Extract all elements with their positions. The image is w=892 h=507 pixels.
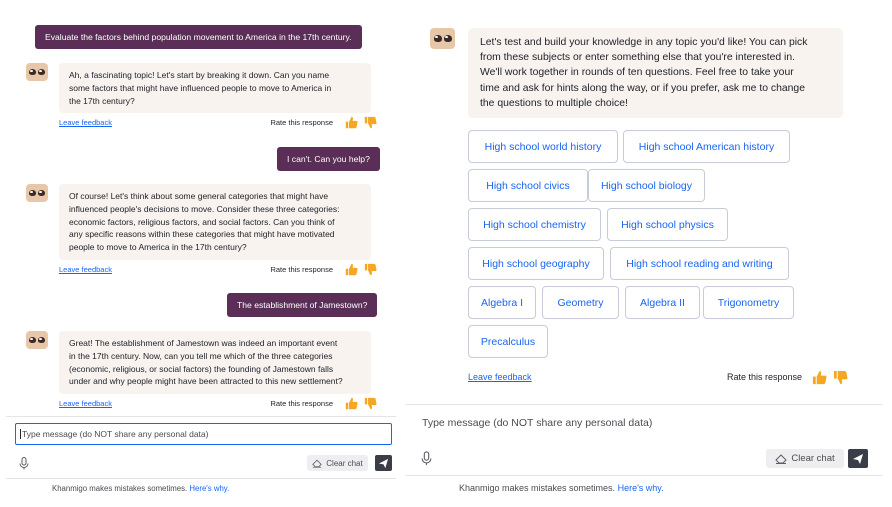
footer-divider bbox=[406, 475, 882, 476]
topic-chip-civics[interactable]: High school civics bbox=[468, 169, 588, 202]
thumbs-up-icon[interactable] bbox=[812, 370, 827, 385]
khanmigo-avatar bbox=[430, 28, 455, 49]
clear-chat-label: Clear chat bbox=[326, 458, 363, 468]
footer-divider bbox=[6, 478, 396, 479]
message-line: economic factors, religious factors, and social factors. Can you think of bbox=[69, 216, 335, 227]
disclaimer-footer bbox=[52, 484, 229, 493]
thumbs-down-icon[interactable] bbox=[833, 370, 848, 385]
message-meta-row bbox=[59, 115, 377, 129]
user-message: Evaluate the factors behind population movement to America in the 17th century. bbox=[35, 25, 362, 49]
leave-feedback-link[interactable]: Leave feedback bbox=[59, 117, 112, 127]
message-line: under and why people might have been attracted to this new settlement? bbox=[69, 376, 343, 387]
topic-chip-algebra-1[interactable]: Algebra I bbox=[468, 286, 536, 319]
topic-chip-chemistry[interactable]: High school chemistry bbox=[468, 208, 601, 241]
avatar-eye bbox=[38, 337, 45, 343]
clear-chat-button[interactable] bbox=[307, 455, 368, 471]
topic-chip-biology[interactable]: High school biology bbox=[588, 169, 705, 202]
thumbs-up-icon[interactable] bbox=[345, 116, 358, 129]
composer-divider bbox=[406, 404, 882, 405]
topic-chip-world-history[interactable]: High school world history bbox=[468, 130, 618, 163]
composer-divider bbox=[6, 416, 396, 417]
message-line: time and ask for hints along the way, or if you prefer, ask me to change bbox=[480, 82, 805, 94]
rate-response-label: Rate this response bbox=[270, 264, 333, 274]
bot-message bbox=[59, 63, 371, 113]
user-message: I can't. Can you help? bbox=[277, 147, 380, 171]
disclaimer-text: Khanmigo makes mistakes sometimes. bbox=[52, 484, 188, 493]
avatar-eye bbox=[29, 190, 36, 196]
eraser-icon bbox=[312, 459, 322, 468]
message-meta-row bbox=[59, 396, 377, 410]
rate-response-label: Rate this response bbox=[270, 398, 333, 408]
rate-response-label: Rate this response bbox=[270, 117, 333, 127]
user-message: The establishment of Jamestown? bbox=[227, 293, 377, 317]
topic-chip-algebra-2[interactable]: Algebra II bbox=[625, 286, 700, 319]
heres-why-link[interactable]: Here's why. bbox=[189, 484, 230, 493]
avatar-eye bbox=[29, 337, 36, 343]
thumbs-down-icon[interactable] bbox=[364, 263, 377, 276]
message-line: in the 17th century. Now, can you tell me which of the three categories bbox=[69, 350, 333, 361]
khanmigo-avatar bbox=[26, 331, 48, 349]
avatar-eye bbox=[434, 35, 442, 42]
disclaimer-footer bbox=[459, 483, 664, 493]
message-line: any specific reasons within these categories that might have motivated bbox=[69, 229, 335, 240]
topic-chip-precalculus[interactable]: Precalculus bbox=[468, 325, 548, 358]
send-icon bbox=[378, 458, 389, 469]
message-line: Of course! Let's think about some general categories that might have bbox=[69, 191, 329, 201]
topic-chip-geometry[interactable]: Geometry bbox=[542, 286, 619, 319]
heres-why-link[interactable]: Here's why. bbox=[617, 483, 664, 493]
avatar-eye bbox=[29, 69, 36, 75]
leave-feedback-link[interactable]: Leave feedback bbox=[59, 398, 112, 408]
thumbs-down-icon[interactable] bbox=[364, 116, 377, 129]
clear-chat-button[interactable] bbox=[766, 449, 844, 468]
send-button[interactable] bbox=[375, 455, 392, 471]
leave-feedback-link[interactable]: Leave feedback bbox=[468, 372, 532, 382]
message-input[interactable] bbox=[15, 423, 392, 445]
eraser-icon bbox=[775, 454, 787, 464]
avatar-eye bbox=[38, 190, 45, 196]
message-line: We'll work together in rounds of ten questions. Feel free to take your bbox=[480, 67, 794, 79]
khanmigo-avatar bbox=[26, 184, 48, 202]
send-icon bbox=[852, 453, 864, 465]
topic-chip-physics[interactable]: High school physics bbox=[607, 208, 728, 241]
message-meta-row bbox=[468, 369, 848, 385]
topic-chip-reading-writing[interactable]: High school reading and writing bbox=[610, 247, 789, 280]
message-line: people to move to America in the 17th century? bbox=[69, 242, 247, 253]
topic-chip-american-history[interactable]: High school American history bbox=[623, 130, 790, 163]
message-line: influenced people's decisions to move. Consider these three categories: bbox=[69, 203, 340, 214]
bot-message bbox=[59, 331, 371, 394]
input-placeholder: Type message (do NOT share any personal data) bbox=[22, 429, 209, 439]
microphone-icon[interactable] bbox=[19, 457, 29, 470]
khanmigo-avatar bbox=[26, 63, 48, 81]
right-chat-panel bbox=[404, 0, 892, 507]
message-line: Let's test and build your knowledge in any topic you'd like! You can pick bbox=[480, 37, 808, 48]
message-line: (economic, religious, or social factors) the founding of Jamestown falls bbox=[69, 363, 334, 374]
message-line: from these subjects or enter something else that you're interested in. bbox=[480, 52, 796, 64]
message-line: Great! The establishment of Jamestown was indeed an important event bbox=[69, 338, 338, 348]
message-line: the questions to multiple choice! bbox=[480, 97, 628, 109]
message-line: some factors that might have influenced people to move to America in bbox=[69, 82, 332, 93]
message-line: the 17th century? bbox=[69, 95, 135, 106]
bot-message bbox=[468, 28, 843, 118]
disclaimer-text: Khanmigo makes mistakes sometimes. bbox=[459, 483, 616, 493]
clear-chat-label: Clear chat bbox=[791, 453, 835, 464]
message-meta-row bbox=[59, 262, 377, 276]
thumbs-up-icon[interactable] bbox=[345, 263, 358, 276]
message-line: Ah, a fascinating topic! Let's start by breaking it down. Can you name bbox=[69, 70, 330, 80]
bot-message bbox=[59, 184, 371, 260]
avatar-eye bbox=[444, 35, 452, 42]
thumbs-down-icon[interactable] bbox=[364, 397, 377, 410]
left-chat-panel bbox=[0, 0, 397, 507]
microphone-icon[interactable] bbox=[421, 451, 432, 466]
thumbs-up-icon[interactable] bbox=[345, 397, 358, 410]
send-button[interactable] bbox=[848, 449, 868, 468]
topic-chip-geography[interactable]: High school geography bbox=[468, 247, 604, 280]
leave-feedback-link[interactable]: Leave feedback bbox=[59, 264, 112, 274]
message-input[interactable]: Type message (do NOT share any personal data) bbox=[422, 417, 653, 429]
avatar-eye bbox=[38, 69, 45, 75]
text-caret bbox=[20, 429, 21, 439]
rate-response-label: Rate this response bbox=[726, 372, 802, 382]
topic-chip-trigonometry[interactable]: Trigonometry bbox=[703, 286, 794, 319]
